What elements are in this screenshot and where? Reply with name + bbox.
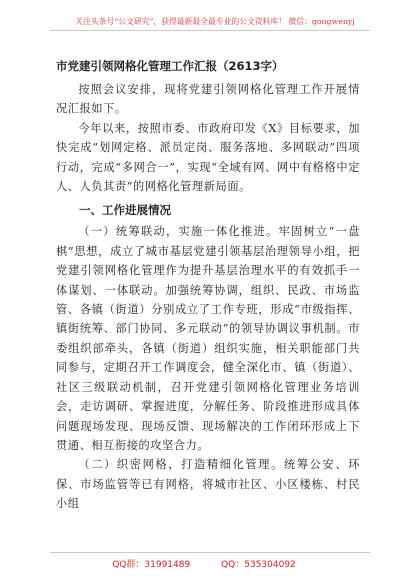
footer-divider: [50, 552, 370, 553]
overview-paragraph: 今年以来，按照市委、市政府印发《X》目标要求，加快完成“划网定格、派员定岗、服务落地、多网联动”四项行动，完成“多网合一”，实现“全域有网、网中有格格中定人、人负其责”的网格化管理新局面。: [56, 121, 360, 194]
section-paragraph: （二）织密网格，打造精细化管理。统筹公安、环保、市场监管等已有网格，将城市社区、小区楼栋、村民小组: [56, 458, 360, 511]
footer-qq: QQ：535304092: [221, 560, 296, 570]
document-body: [56, 44, 360, 514]
intro-paragraph: 按照会议安排，现将党建引领网格化管理工作开展情况汇报如下。: [56, 83, 360, 116]
header-banner: 关注头条号“公文研究”，获得最新最全最专业的公文资料库！ 微信：gongwenyj: [75, 17, 355, 26]
footer-qq-group: QQ群：31991489: [112, 560, 191, 570]
header-divider: [50, 30, 370, 31]
document-title: 市党建引领网格化管理工作汇报（2613字）: [56, 59, 284, 73]
section-paragraph: （一）统筹联动，实施一体化推进。牢固树立“一盘棋”思想，成立了城市基层党建引领基层治理领导小组，把党建引领网格化管理作为提升基层治理水平的有效抓手一体谋划、一体联动。加强统筹协调，组织、民政、市场监管、各镇（街道）分别成立了工作专班，形成“市级指挥、镇街统筹、部门协同、多元联动”的领导协调议事机制。市委组织部牵头，各镇（街道）组织实施，相关职能部门共同参与，定期召开工作调度会，健全深化市、镇（街道）、社区三级联动机制，召开党建引领网格化管理业务培训会，走访调研、掌握进度，分解任务、阶段推进形成具体问题现场发现、现场反馈、现场解决的工作闭环形成上下贯通、相互衔接的攻坚合力。: [56, 225, 360, 452]
footer: [0, 557, 408, 570]
section-heading: 一、工作进展情况: [79, 203, 171, 218]
